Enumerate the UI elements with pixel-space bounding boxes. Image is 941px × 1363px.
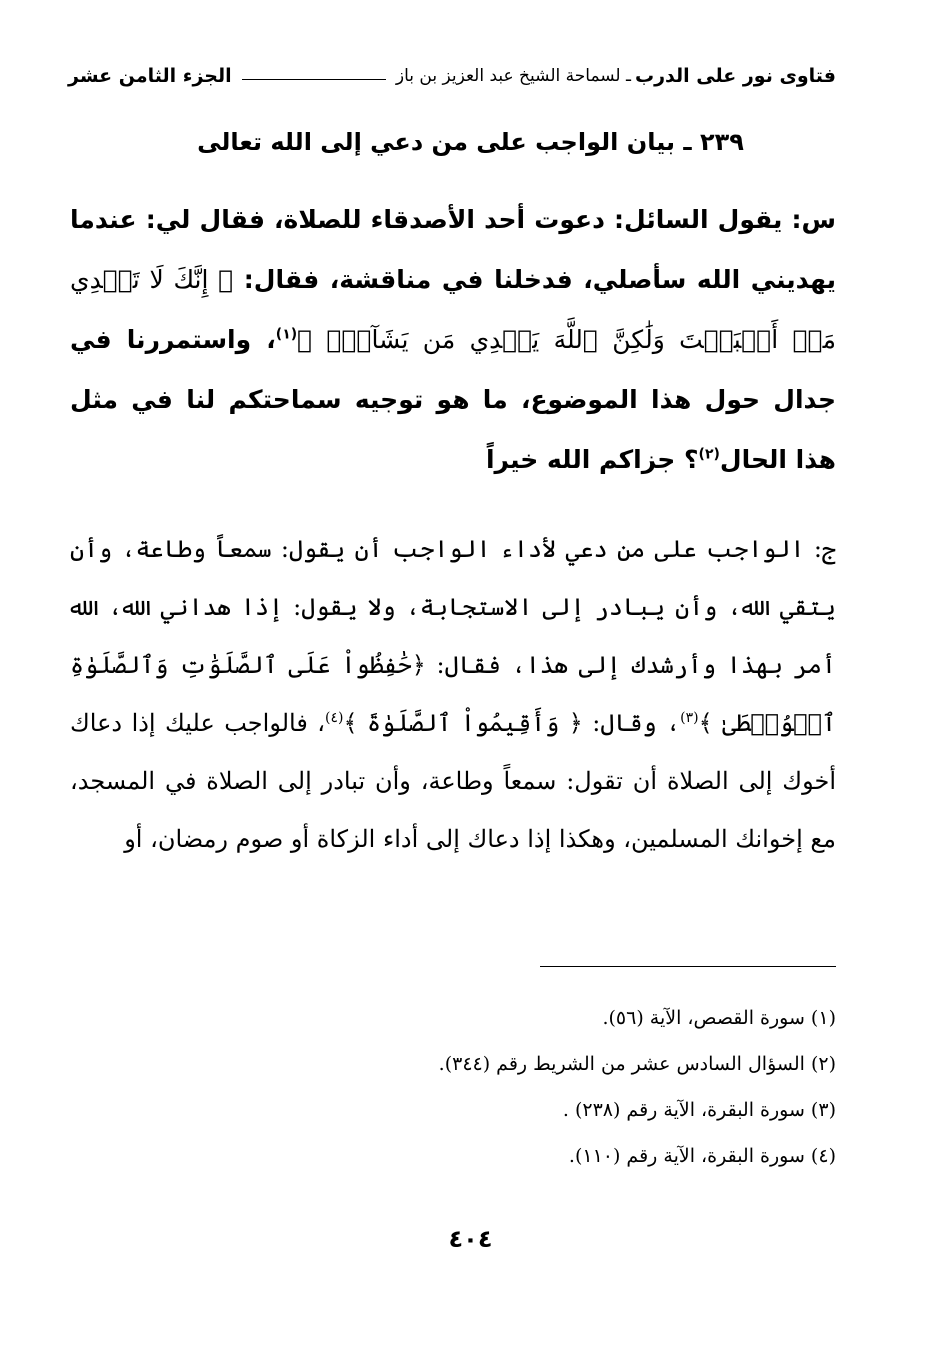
footnotes-list: [70, 995, 836, 1179]
footnote-ref-3: (٣): [680, 710, 699, 726]
header-rule: [242, 79, 386, 80]
footnote-item: (٣) سورة البقرة، الآية رقم (٢٣٨) .: [562, 1099, 836, 1121]
question-text-3: ؟ جزاكم الله خيراً: [485, 445, 699, 474]
quran-verse-baqarah-238: ﴿حَٰفِظُواْ عَلَى ٱلصَّلَوَٰتِ وَٱلصَّلَوٰةِ ٱلۡوُسۡطَىٰ ﴾: [70, 651, 837, 737]
footnote-ref-1: (١): [275, 326, 298, 343]
book-title: فتاوى نور على الدرب: [635, 65, 836, 87]
page-number: ٤٠٤: [448, 1225, 493, 1253]
question-text-1: س: يقول السائل: دعوت أحد الأصدقاء للصلاة، فقال لي: عندما يهديني الله سأصلي، فدخلنا في مناقشة، فقال:: [70, 205, 836, 294]
quran-verse-qasas: ﴿ إِنَّكَ لَا تَهۡدِي مَنۡ أَحۡبَبۡتَ وَلَٰكِنَّ ٱللَّهَ يَهۡدِي مَن يَشَآءُۚ ﴾: [70, 265, 836, 354]
answer-paragraph: [70, 520, 836, 868]
quran-verse-baqarah-110: ﴿ وَأَقِيمُواْ ٱلصَّلَوٰةَ ﴾: [343, 709, 583, 737]
answer-text-1: ج: الواجب على من دعي لأداء الواجب أن يقول: سمعاً وطاعة، وأن يتقي الله، وأن يبادر إلى الاستجابة، ولا يقول: إذا هداني الله، الله أمر بهذا وأرشدك إلى هذا، فقال:: [70, 535, 836, 679]
answer-text-3: ، فالواجب عليك إذا دعاك أخوك إلى الصلاة أن تقول: سمعاً وطاعة، وأن تبادر إلى الصلاة في المسجد، مع إخوانك المسلمين، وهكذا إذا دعاك إلى أداء الزكاة أو صوم رمضان، أو: [70, 709, 836, 853]
footnote-separator: [540, 966, 836, 967]
footnote-ref-2: (٢): [698, 446, 720, 463]
author-line: ـ لسماحة الشيخ عبد العزيز بن باز: [395, 66, 631, 86]
running-header: [68, 58, 836, 94]
footnote-item: (٤) سورة البقرة، الآية رقم (١١٠).: [568, 1145, 836, 1167]
footnote-item: (١) سورة القصص، الآية (٥٦).: [602, 1007, 836, 1029]
fatwa-heading: ٢٣٩ ـ بيان الواجب على من دعي إلى الله تعالى: [197, 128, 744, 156]
footnote-ref-4: (٤): [325, 710, 344, 726]
question-paragraph: [70, 190, 836, 490]
answer-text-2: ، وقال:: [582, 709, 681, 737]
footnote-item: (٢) السؤال السادس عشر من الشريط رقم (٣٤٤).: [438, 1053, 836, 1075]
volume-label: الجزء الثامن عشر: [68, 65, 232, 87]
question-text-2: ، واستمررنا في جدال حول هذا الموضوع، ما هو توجيه سماحتكم لنا في مثل هذا الحال: [70, 325, 836, 474]
